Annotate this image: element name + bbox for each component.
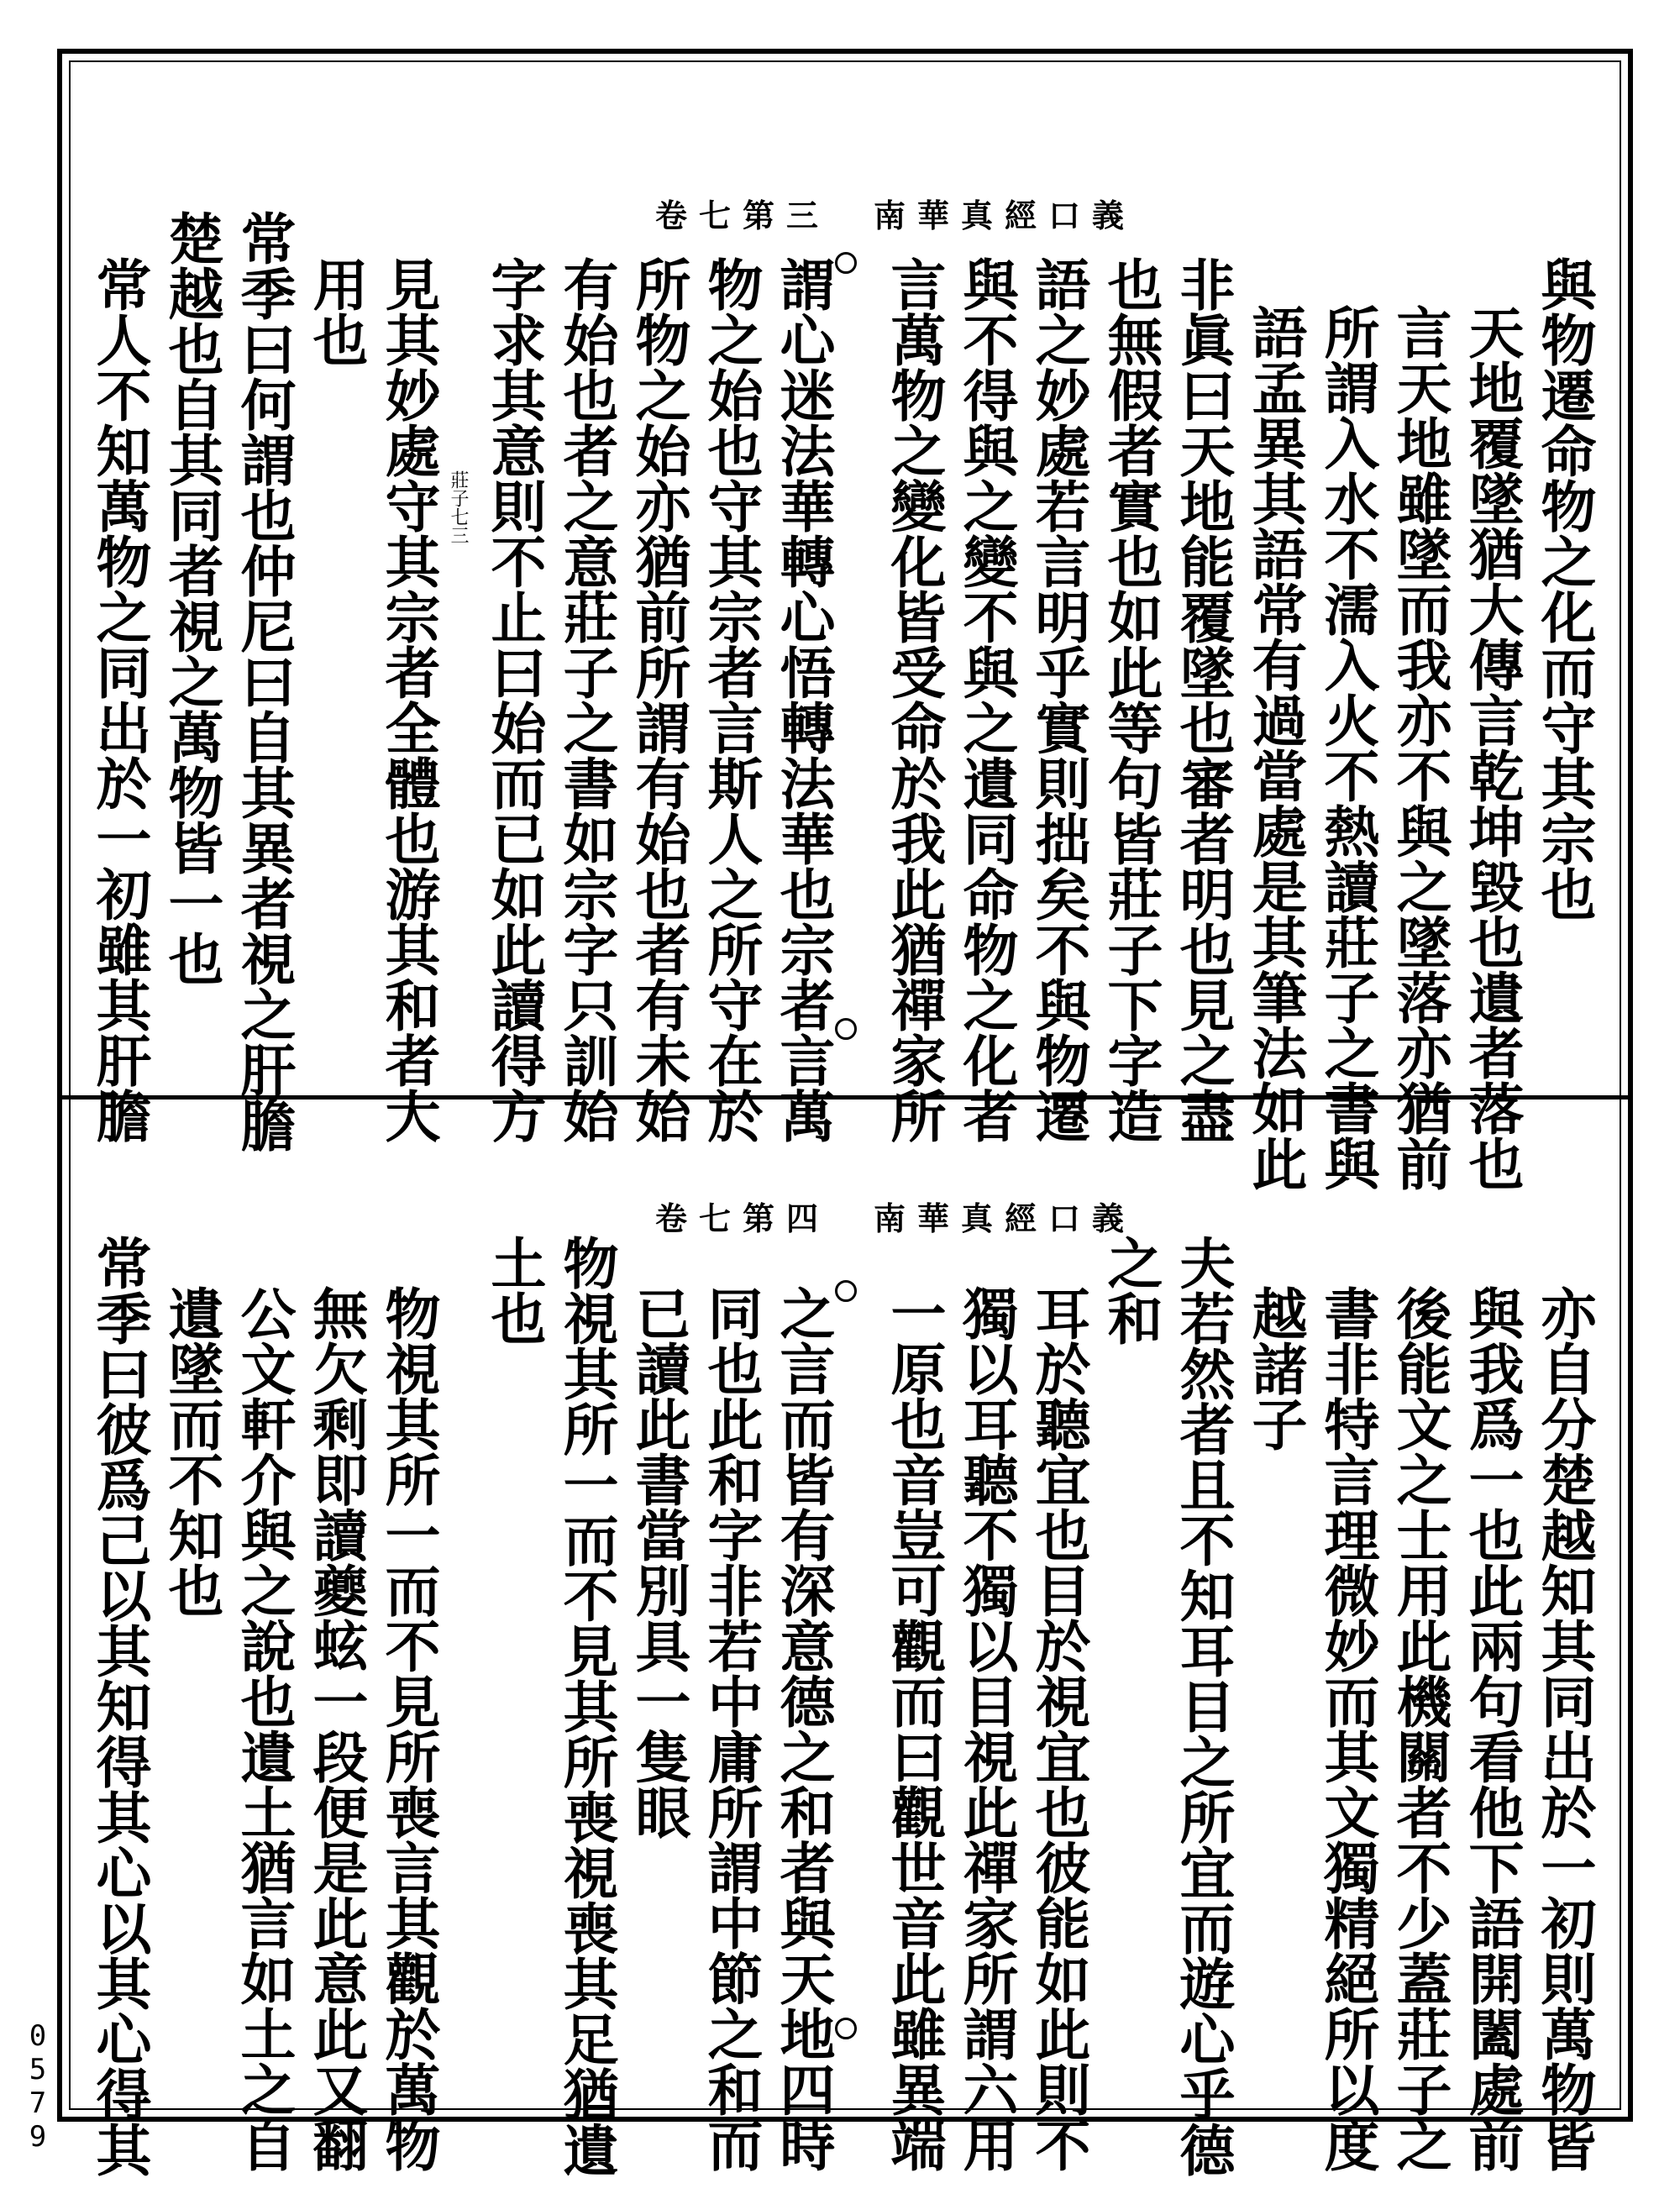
text-column: 常季曰彼爲己以其知得其心以其心得其: [87, 1235, 152, 2177]
text-column: 夫若然者且不知耳目之所宜而遊心乎德: [1170, 1235, 1236, 2177]
text-column: 與物遷命物之化而守其宗也: [1531, 256, 1597, 921]
text-column: 無欠剩即讀夔蚿一段便是此意此又翻: [303, 1285, 369, 2172]
text-column: 言萬物之變化皆受命於我此猶禪家所: [881, 256, 947, 1143]
text-column: 物之始也守其宗者言斯人之所守在於: [698, 256, 764, 1143]
circle-marker: [835, 252, 857, 274]
text-column: 也無假者實也如此等句皆莊子下字造: [1098, 256, 1163, 1143]
text-column: 字求其意則不止曰始而已如此讀得方: [481, 256, 547, 1143]
text-column: 遺墜而不知也: [159, 1285, 224, 1618]
text-column: 耳於聽宜也目於視宜也彼能如此則不: [1026, 1285, 1091, 2172]
text-column: 亦自分楚越知其同出於一初則萬物皆: [1531, 1285, 1597, 2172]
text-column: 之和: [1098, 1235, 1163, 1346]
top-header-volume: 卷七第三: [655, 197, 831, 234]
text-column: 有始也者之意莊子之書如宗字只訓始: [554, 256, 619, 1143]
text-column: 公文軒介與之說也遺土猶言如土之自: [231, 1285, 297, 2172]
text-column: 與不得與之變不與之遺同命物之化者: [953, 256, 1019, 1143]
text-column: 與我爲一也此兩句看他下語開闔處前: [1459, 1285, 1525, 2172]
text-column: 語孟異其語常有過當處是其筆法如此: [1242, 304, 1308, 1191]
text-column: 非眞曰天地能覆墜也審者明也見之盡: [1170, 256, 1236, 1143]
text-column: 見其妙處守其宗者全體也游其和者大: [375, 256, 441, 1143]
text-column: 言天地雖墜而我亦不與之墜落亦猶前: [1387, 304, 1452, 1191]
text-column: 同也此和字非若中庸所謂中節之和而: [698, 1285, 764, 2172]
circle-marker: [835, 1018, 857, 1040]
page-number: 0579: [21, 2019, 55, 2154]
text-column: 獨以耳聽不獨以目視此禪家所謂六用: [953, 1285, 1019, 2172]
margin-note: 莊子七三: [448, 470, 469, 544]
text-column: 一原也音豈可觀而曰觀世音此雖異端: [881, 1285, 947, 2172]
text-column: 書非特言理微妙而其文獨精絕所以度: [1315, 1285, 1380, 2172]
text-column: 土也: [481, 1235, 547, 1346]
text-column: 楚越也自其同者視之萬物皆一也: [159, 210, 224, 986]
text-column: 語之妙處若言明乎實則拙矣不與物遷: [1026, 256, 1091, 1143]
text-column: 物視其所一而不見其所喪視喪其足猶遺: [554, 1235, 619, 2177]
circle-marker: [835, 1280, 857, 1302]
text-column: 已讀此書當別具一隻眼: [626, 1285, 691, 1839]
text-column: 越諸子: [1242, 1285, 1308, 1451]
text-column: 謂心迷法華轉心悟轉法華也宗者言萬: [770, 256, 836, 1143]
text-column: 天地覆墜猶大傳言乾坤毀也遺者落也: [1459, 304, 1525, 1191]
text-column: 後能文之士用此機關者不少蓋莊子之: [1387, 1285, 1452, 2172]
text-column: 所物之始亦猶前所謂有始也者有未始: [626, 256, 691, 1143]
text-column: 所謂入水不濡入火不熱讀莊子之書與: [1315, 304, 1380, 1191]
text-column: 常季曰何謂也仲尼曰自其異者視之肝膽: [231, 210, 297, 1152]
text-column: 之言而皆有深意德之和者與天地四時: [770, 1285, 836, 2172]
bottom-header-volume: 卷七第四: [655, 1199, 831, 1237]
text-column: 物視其所一而不見所喪言其觀於萬物: [375, 1285, 441, 2172]
circle-marker: [835, 2018, 857, 2039]
bottom-header-title: 南華真經口義: [874, 1199, 1137, 1237]
top-header-title: 南華真經口義: [874, 197, 1137, 234]
text-column: 用也: [303, 256, 369, 367]
text-column: 常人不知萬物之同出於一初雖其肝膽: [87, 256, 152, 1143]
